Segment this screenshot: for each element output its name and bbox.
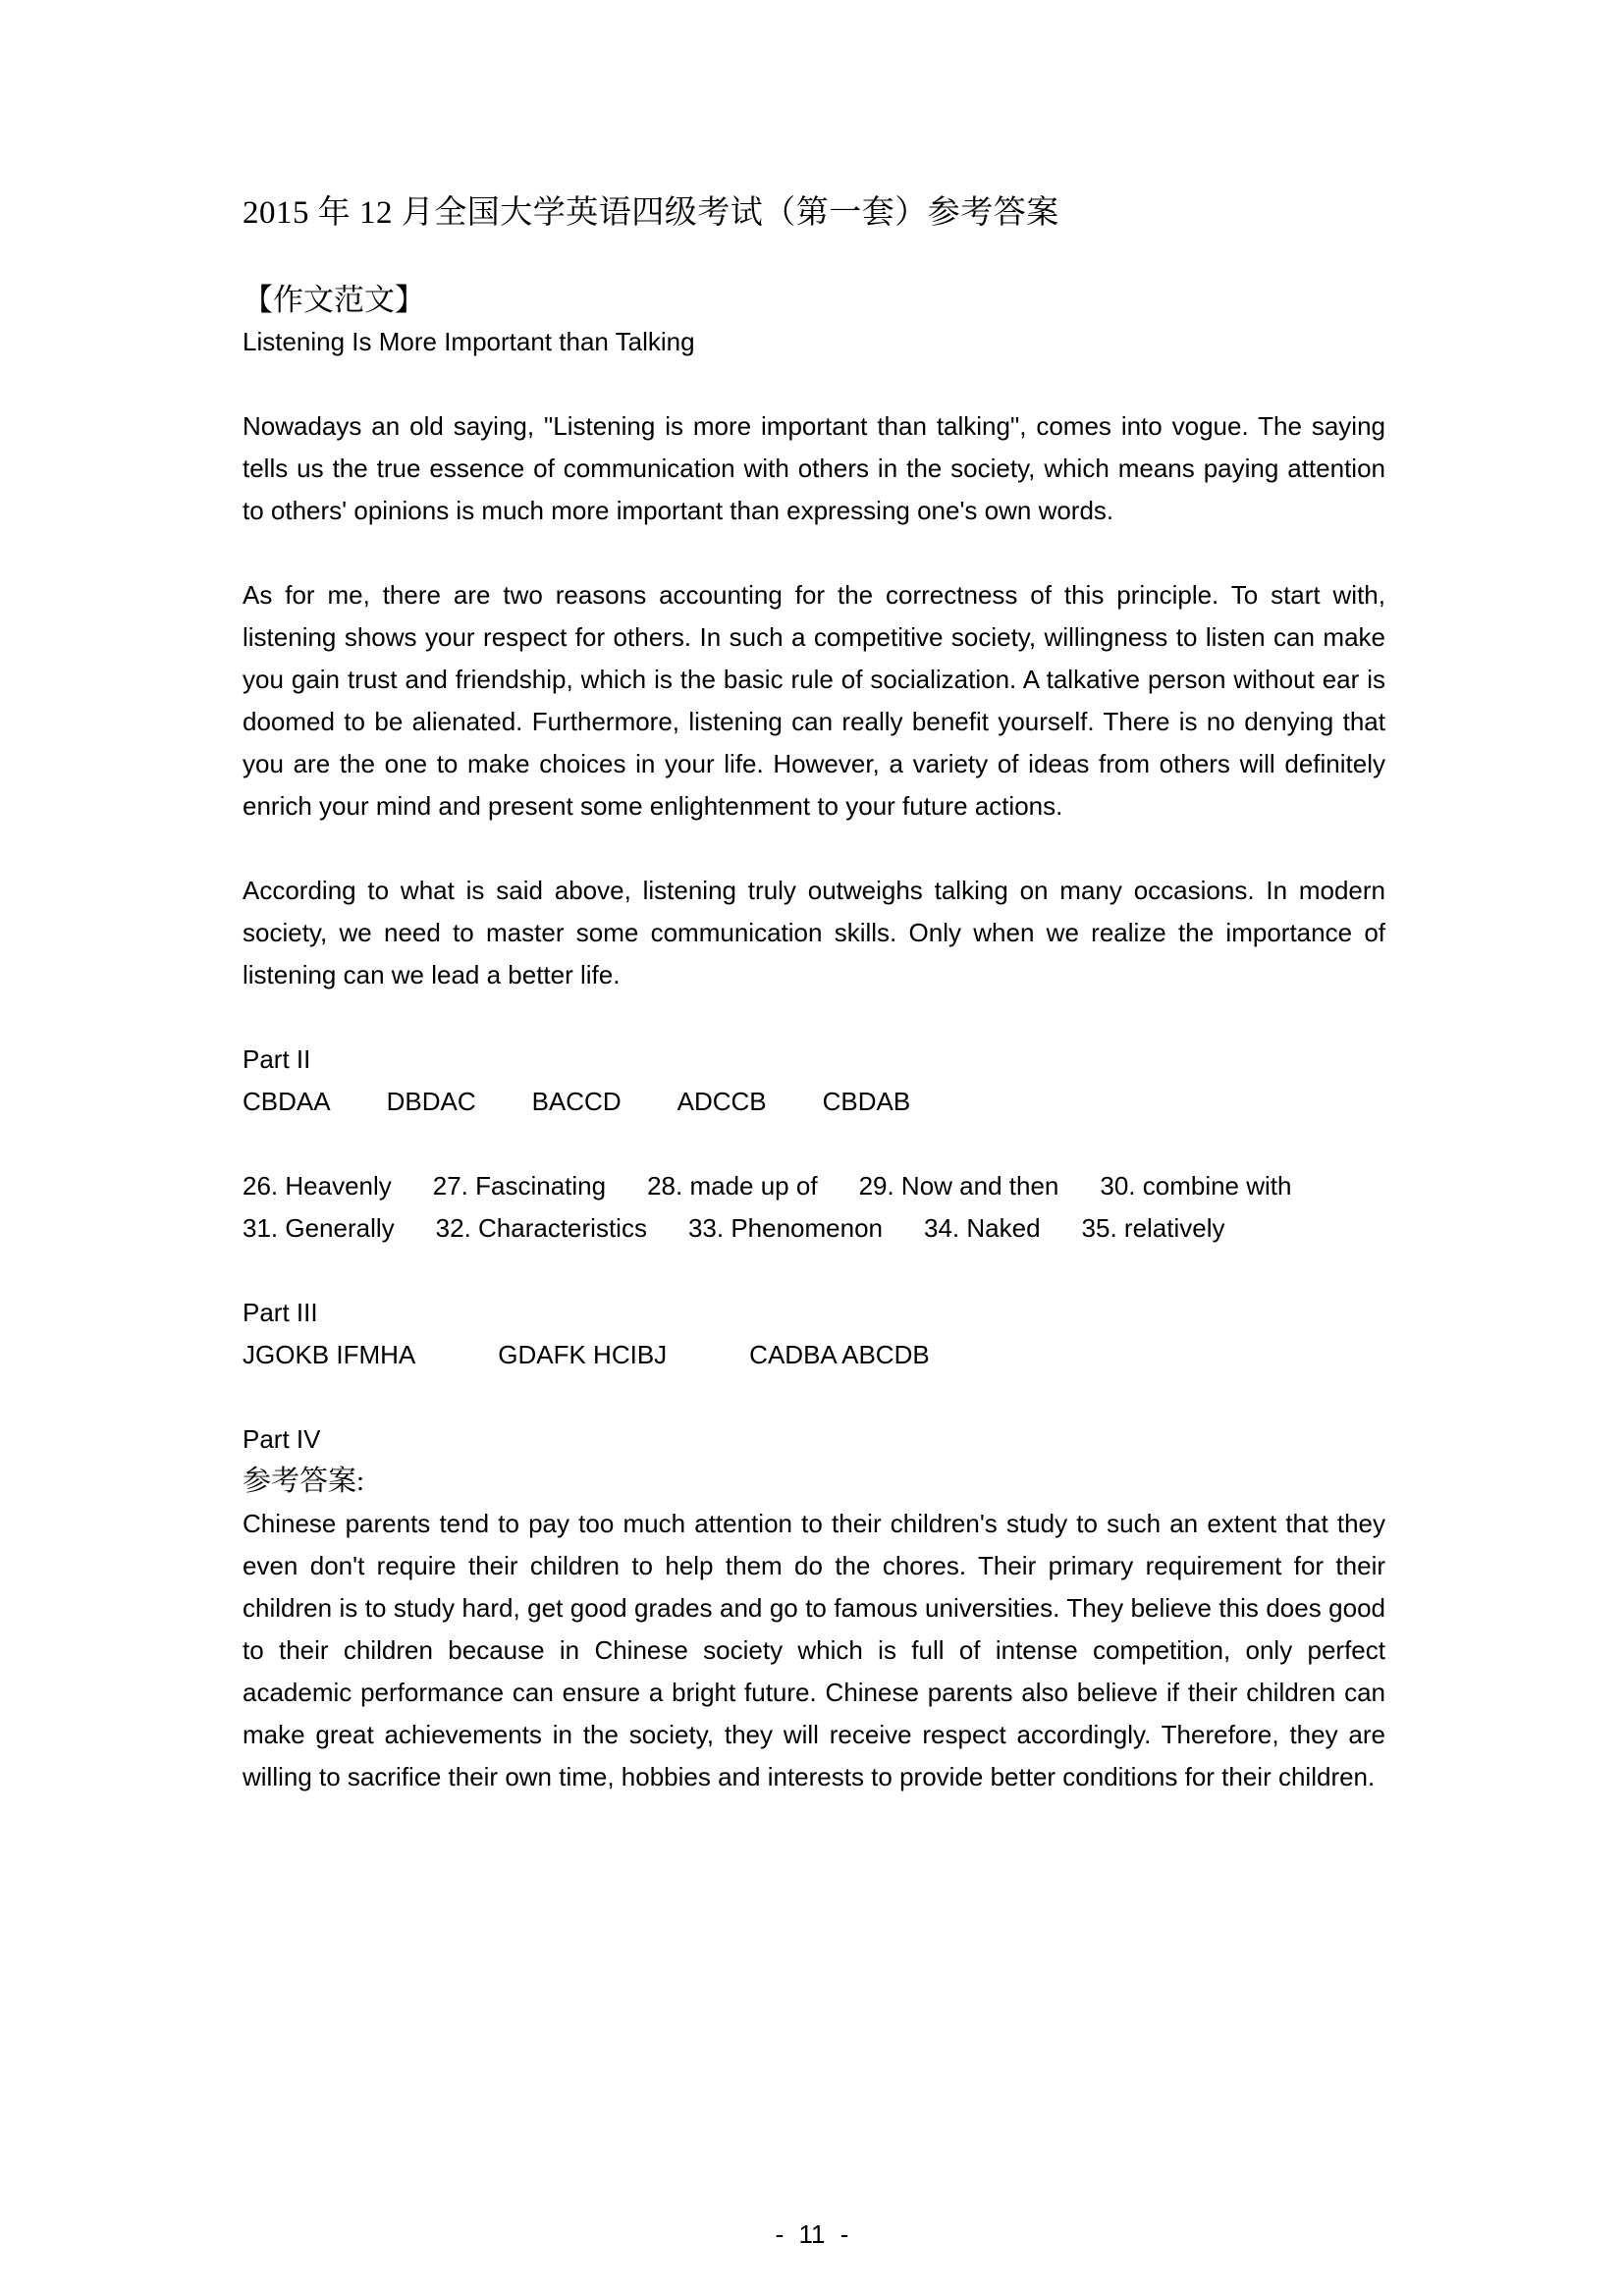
part2-vocab-row-2 <box>243 1207 1385 1250</box>
answer-key-label: 参考答案: <box>243 1466 365 1497</box>
essay-paragraph-2: As for me, there are two reasons accounting for the correctness of this principle. To start with, listening shows your respect for others. In such a competitive society, willingness to listen can make you gain trust and friendship, which is the basic rule of socialization. A talkative person without ear is doomed to be alienated. Furthermore, listening can really benefit yourself. There is no denying that you are the one to make choices in your life. However, a variety of ideas from others will definitely enrich your mind and present some enlightenment to your future actions. <box>243 580 1385 821</box>
vocab-item: 29. Now and then <box>858 1171 1059 1201</box>
vocab-item: 33. Phenomenon <box>687 1213 884 1243</box>
part2-vocab-row-1 <box>243 1165 1385 1207</box>
essay-paragraph-1: Nowadays an old saying, "Listening is more important than talking", comes into vogue. The saying tells us the true essence of communication with others in the society, which means paying attention to others' opinions is much more important than expressing one's own words. <box>243 411 1385 525</box>
part2-answer-group: DBDAC <box>386 1087 476 1116</box>
part4-heading: Part IV <box>243 1424 321 1454</box>
part2-answers-row <box>243 1081 1385 1123</box>
translation-paragraph: Chinese parents tend to pay too much attention to their children's study to such an extent that they even don't require their children to help them do the chores. Their primary requirement for their children is to study hard, get good grades and go to famous universities. They believe this does good to their children because in Chinese society which is full of intense competition, only perfect academic performance can ensure a bright future. Chinese parents also believe if their children can make great achievements in the society, they will receive respect accordingly. Therefore, they are willing to sacrifice their own time, hobbies and interests to provide better conditions for their children. <box>243 1509 1385 1791</box>
part3-answers-row <box>243 1334 1385 1376</box>
essay-section-label: 【作文范文】 <box>243 283 425 317</box>
part3-answer-group: CADBA ABCDB <box>749 1340 930 1369</box>
vocab-item: 27. Fascinating <box>432 1171 607 1201</box>
part3-heading: Part III <box>243 1298 318 1327</box>
vocab-item: 30. combine with <box>1100 1171 1292 1201</box>
part3-answer-group: JGOKB IFMHA <box>243 1340 416 1369</box>
part2-heading: Part II <box>243 1044 311 1074</box>
essay-title: Listening Is More Important than Talking <box>243 327 695 356</box>
document-content <box>243 192 1385 1798</box>
part2-answer-group: CBDAB <box>822 1087 911 1116</box>
vocab-item: 32. Characteristics <box>435 1213 647 1243</box>
vocab-item: 28. made up of <box>647 1171 818 1201</box>
essay-paragraph-3: According to what is said above, listening truly outweighs talking on many occasions. In modern society, we need to master some communication skills. Only when we realize the importance of listening can we lead a better life. <box>243 876 1385 989</box>
vocab-item: 35. relatively <box>1081 1213 1225 1243</box>
page-title: 2015 年 12 月全国大学英语四级考试（第一套）参考答案 <box>243 195 1059 231</box>
page-number: - 11 - <box>775 2219 849 2249</box>
vocab-item: 34. Naked <box>924 1213 1041 1243</box>
vocab-item: 26. Heavenly <box>243 1171 392 1201</box>
part3-answer-group: GDAFK HCIBJ <box>498 1340 668 1369</box>
part2-answer-group: BACCD <box>531 1087 622 1116</box>
vocab-item: 31. Generally <box>243 1213 395 1243</box>
part2-answer-group: CBDAA <box>243 1087 331 1116</box>
part2-answer-group: ADCCB <box>677 1087 767 1116</box>
